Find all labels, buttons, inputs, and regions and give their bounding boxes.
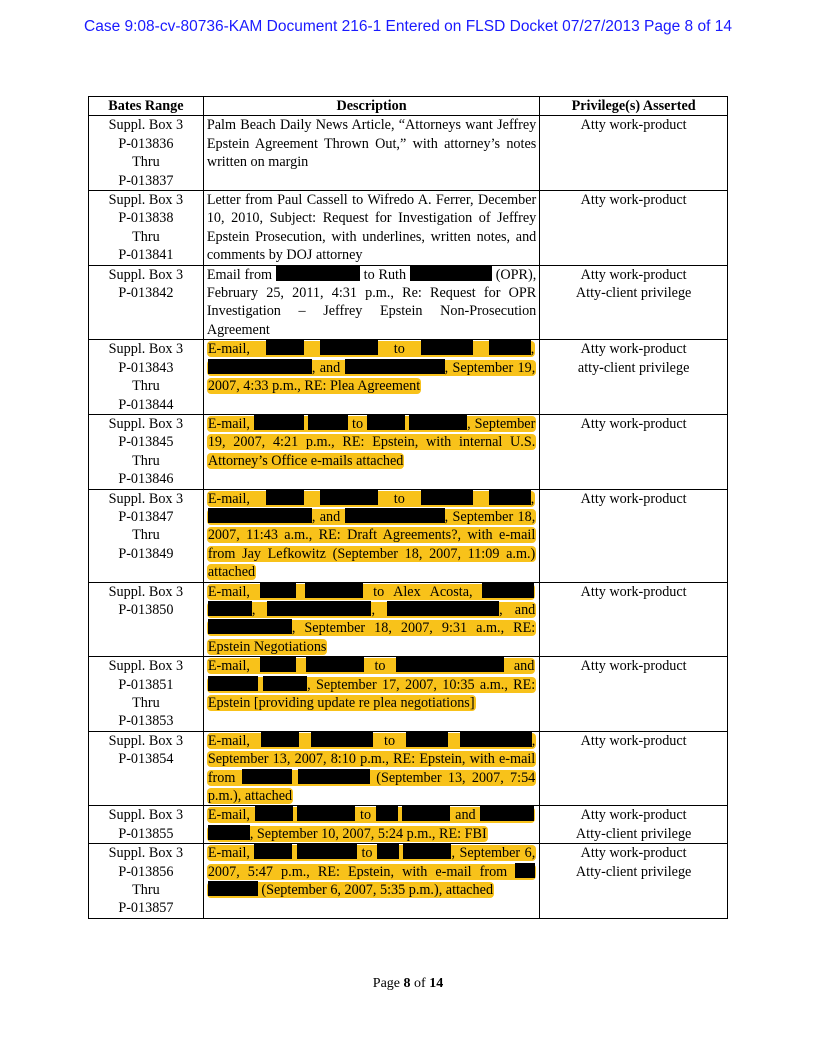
bates-cell xyxy=(89,657,204,732)
description-cell xyxy=(203,806,539,844)
bates-cell xyxy=(89,731,204,806)
bates-thru: Thru xyxy=(132,154,160,171)
privilege-text: Atty work-product xyxy=(580,415,687,432)
redaction-block xyxy=(480,806,534,821)
bates-start: P-013855 xyxy=(118,825,174,842)
bates-cell xyxy=(89,414,204,489)
docket-header: Case 9:08-cv-80736-KAM Document 216-1 Entered on FLSD Docket 07/27/2013 Page 8 of 14 xyxy=(84,18,732,35)
description-cell xyxy=(203,731,539,806)
redaction-block xyxy=(345,359,445,374)
redaction-block xyxy=(254,844,292,859)
redaction-block xyxy=(306,657,364,672)
redaction-block xyxy=(242,769,292,784)
redaction-block xyxy=(267,601,371,616)
bates-end: P-013853 xyxy=(118,713,174,730)
redaction-block xyxy=(297,844,357,859)
col-header-privilege: Privilege(s) Asserted xyxy=(540,97,728,116)
redaction-block xyxy=(263,676,307,691)
bates-start: P-013847 xyxy=(118,508,174,525)
bates-box: Suppl. Box 3 xyxy=(108,845,184,862)
bates-end: P-013844 xyxy=(118,396,174,413)
redaction-block xyxy=(208,676,258,691)
table-header-row xyxy=(89,97,728,116)
privilege-text: Atty work-product xyxy=(580,845,687,862)
redaction-block xyxy=(402,806,450,821)
redaction-block xyxy=(421,340,473,355)
col-header-bates: Bates Range xyxy=(89,97,204,116)
redaction-block xyxy=(298,769,370,784)
footer-prefix: Page xyxy=(372,976,404,991)
bates-start: P-013842 xyxy=(118,285,174,302)
privilege-text: Atty work-product xyxy=(580,807,687,824)
redaction-block xyxy=(320,490,378,505)
redaction-block xyxy=(345,508,445,523)
privilege-text: Atty work-product xyxy=(580,490,687,507)
bates-end: P-013849 xyxy=(118,545,174,562)
redaction-block xyxy=(254,415,304,430)
description-text: Letter from Paul Cassell to Wifredo A. Ferrer, December 10, 2010, Subject: Request for Investigation of Jeffrey Epstein Prosecution, with underlines, written notes, and comments by DOJ attorney xyxy=(206,192,537,264)
redaction-block xyxy=(396,657,504,672)
redaction-block xyxy=(460,732,532,747)
privilege-text: Atty-client privilege xyxy=(575,863,692,880)
table-row xyxy=(89,116,728,191)
privilege-text: Atty work-product xyxy=(580,732,687,749)
redaction-block xyxy=(208,619,292,634)
redaction-block xyxy=(308,415,348,430)
highlighted-text: E-mail, to , September 19, 2007, 4:21 p.m., RE: Epstein, with internal U.S. Attorney’s Office e-mails attached xyxy=(207,415,536,469)
bates-box: Suppl. Box 3 xyxy=(108,192,184,209)
bates-start: P-013845 xyxy=(118,434,174,451)
privilege-cell xyxy=(540,265,728,340)
redaction-block xyxy=(421,490,473,505)
redaction-block xyxy=(261,732,299,747)
privilege-text: Atty work-product xyxy=(580,192,687,209)
privilege-text: atty-client privilege xyxy=(577,359,690,376)
privilege-cell xyxy=(540,844,728,919)
privilege-text: Atty work-product xyxy=(580,341,687,358)
privilege-text: Atty-client privilege xyxy=(575,825,692,842)
bates-thru: Thru xyxy=(132,452,160,469)
bates-box: Suppl. Box 3 xyxy=(108,341,184,358)
description-text: Palm Beach Daily News Article, “Attorneys want Jeffrey Epstein Agreement Thrown Out,” with attorney’s notes written on margin xyxy=(206,117,537,171)
col-header-description: Description xyxy=(203,97,539,116)
highlighted-text: E-mail, to , , and , September 19, 2007, 4:33 p.m., RE: Plea Agreement xyxy=(207,341,536,395)
redaction-block xyxy=(297,806,355,821)
privilege-cell xyxy=(540,116,728,191)
privilege-text: Atty-client privilege xyxy=(575,285,692,302)
table-row xyxy=(89,489,728,582)
redaction-block xyxy=(208,825,250,840)
privilege-text: Atty work-product xyxy=(580,583,687,600)
redaction-block xyxy=(489,340,531,355)
bates-thru: Thru xyxy=(132,228,160,245)
redaction-block xyxy=(320,340,378,355)
privilege-text: Atty work-product xyxy=(580,658,687,675)
bates-cell xyxy=(89,844,204,919)
privilege-text: Atty work-product xyxy=(580,117,687,134)
description-cell xyxy=(203,116,539,191)
description-cell xyxy=(203,340,539,415)
bates-start: P-013838 xyxy=(118,210,174,227)
privilege-log-table xyxy=(88,96,728,919)
privilege-cell xyxy=(540,806,728,844)
bates-end: P-013846 xyxy=(118,471,174,488)
highlighted-text: E-mail, to and , September 17, 2007, 10:35 a.m., RE: Epstein [providing update re plea negotiations] xyxy=(207,658,536,711)
bates-thru: Thru xyxy=(132,695,160,711)
redaction-block xyxy=(482,583,534,598)
redaction-block xyxy=(255,806,293,821)
bates-start: P-013850 xyxy=(118,601,174,618)
bates-start: P-013854 xyxy=(118,751,174,768)
table-row xyxy=(89,657,728,732)
redaction-block xyxy=(406,732,448,747)
bates-cell xyxy=(89,582,204,657)
bates-box: Suppl. Box 3 xyxy=(108,583,184,600)
privilege-cell xyxy=(540,657,728,732)
privilege-text: Atty work-product xyxy=(580,266,687,283)
bates-cell xyxy=(89,340,204,415)
description-cell xyxy=(203,844,539,919)
description-text: (OPR), February 25, 2011, 4:31 p.m., Re: Request for OPR Investigation – Jeffrey Epstein Non-Prosecution Agreement xyxy=(206,266,537,338)
description-cell xyxy=(203,657,539,732)
redaction-block xyxy=(409,415,467,430)
table-row xyxy=(89,582,728,657)
description-cell xyxy=(203,582,539,657)
table-row xyxy=(89,265,728,340)
redaction-block xyxy=(376,806,398,821)
bates-box: Suppl. Box 3 xyxy=(108,117,184,134)
bates-box: Suppl. Box 3 xyxy=(108,415,184,432)
redaction-block xyxy=(489,490,531,505)
bates-start: P-013851 xyxy=(118,676,174,693)
bates-end: P-013837 xyxy=(118,172,174,189)
description-cell xyxy=(203,191,539,266)
highlighted-text: E-mail, to , September 13, 2007, 8:10 p.m., RE: Epstein, with e-mail from (September 13, 2007, 7:54 p.m.), attached xyxy=(207,732,536,805)
bates-box: Suppl. Box 3 xyxy=(108,732,184,749)
bates-end: P-013841 xyxy=(118,247,174,264)
bates-cell xyxy=(89,806,204,844)
table-row xyxy=(89,731,728,806)
redaction-block xyxy=(208,881,258,896)
footer-page-total: 14 xyxy=(429,976,444,991)
bates-box: Suppl. Box 3 xyxy=(108,807,184,824)
redaction-block xyxy=(208,601,252,616)
highlighted-text: E-mail, to Alex Acosta, , , , and , September 18, 2007, 9:31 a.m., RE: Epstein Negotiations xyxy=(207,583,536,655)
privilege-cell xyxy=(540,489,728,582)
privilege-cell xyxy=(540,340,728,415)
redaction-block xyxy=(260,657,296,672)
redaction-block xyxy=(208,508,312,523)
table-row xyxy=(89,340,728,415)
bates-cell xyxy=(89,489,204,582)
page-footer xyxy=(0,976,816,992)
bates-box: Suppl. Box 3 xyxy=(108,658,184,675)
redaction-block xyxy=(266,340,304,355)
redaction-block xyxy=(403,844,451,859)
bates-start: P-013856 xyxy=(118,863,174,880)
highlighted-text: E-mail, to , September 6, 2007, 5:47 p.m., RE: Epstein, with e-mail from (September 6, 2007, 5:35 p.m.), attached xyxy=(207,845,536,899)
redaction-block xyxy=(410,266,492,281)
bates-cell xyxy=(89,191,204,266)
redaction-block xyxy=(208,359,312,374)
bates-start: P-013843 xyxy=(118,359,174,376)
description-text: to Ruth xyxy=(363,266,407,283)
table-row xyxy=(89,806,728,844)
table-row xyxy=(89,191,728,266)
bates-thru: Thru xyxy=(132,378,160,395)
description-text: Email from xyxy=(206,266,273,283)
redaction-block xyxy=(377,844,399,859)
bates-thru: Thru xyxy=(132,527,160,544)
table-row xyxy=(89,414,728,489)
description-cell xyxy=(203,489,539,582)
footer-middle: of xyxy=(410,976,430,991)
highlighted-text: E-mail, to , , and , September 18, 2007, 11:43 a.m., RE: Draft Agreements?, with e-mail from Jay Lefkowitz (September 18, 2007, 11:09 a.m.) attached xyxy=(207,490,536,581)
privilege-cell xyxy=(540,582,728,657)
bates-box: Suppl. Box 3 xyxy=(108,490,184,507)
bates-box: Suppl. Box 3 xyxy=(108,266,184,283)
bates-end: P-013857 xyxy=(118,900,174,917)
bates-thru: Thru xyxy=(132,882,160,899)
footer-page-number: 8 xyxy=(403,976,411,991)
redaction-block xyxy=(311,732,373,747)
bates-cell xyxy=(89,265,204,340)
redaction-block xyxy=(276,266,360,281)
privilege-cell xyxy=(540,731,728,806)
redaction-block xyxy=(387,601,499,616)
privilege-cell xyxy=(540,414,728,489)
description-cell xyxy=(203,265,539,340)
highlighted-text: E-mail, to and , September 10, 2007, 5:24 p.m., RE: FBI xyxy=(207,807,536,841)
redaction-block xyxy=(260,583,296,598)
description-cell xyxy=(203,414,539,489)
bates-start: P-013836 xyxy=(118,135,174,152)
privilege-cell xyxy=(540,191,728,266)
table-row xyxy=(89,844,728,919)
bates-cell xyxy=(89,116,204,191)
redaction-block xyxy=(266,490,304,505)
redaction-block xyxy=(367,415,405,430)
redaction-block xyxy=(305,583,363,598)
redaction-block xyxy=(515,863,535,878)
